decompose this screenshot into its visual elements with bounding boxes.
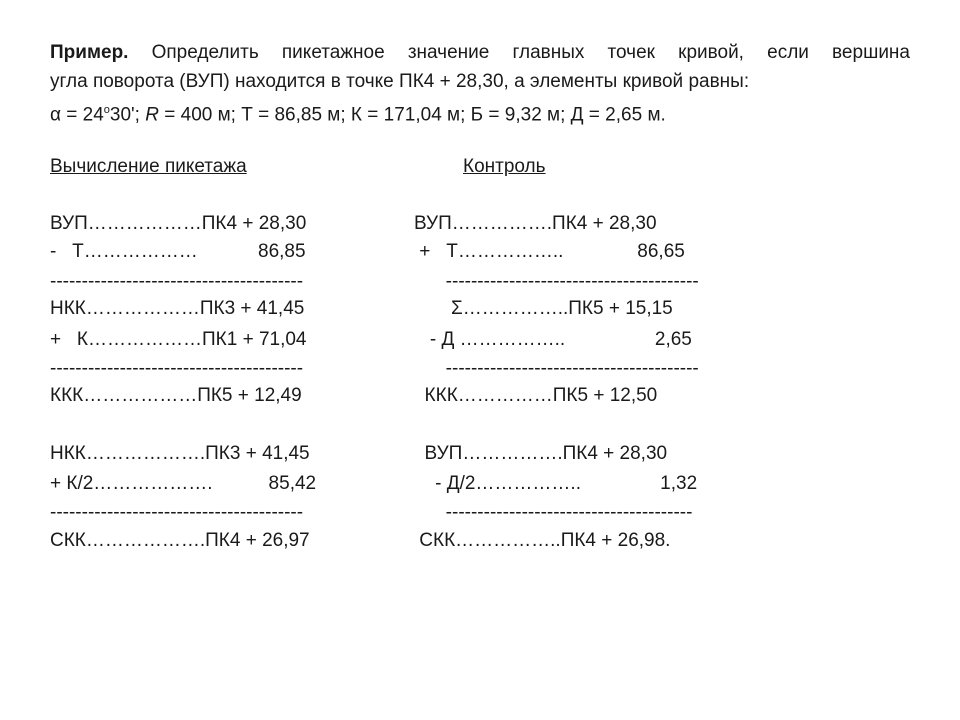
calc-row-t-value: 86,85	[258, 241, 306, 262]
calc-row-k-half-value: 85,42	[258, 473, 317, 494]
calc-row-nkk-2: НКК……………….ПК3 + 41,45	[50, 443, 310, 464]
problem-text-1: Определить пикетажное значение главных точек кривой, если вершина	[128, 42, 910, 63]
alpha-value: α = 24	[50, 104, 104, 126]
control-row-vup: ВУП…………….ПК4 + 28,30	[414, 213, 657, 234]
problem-statement	[50, 38, 910, 129]
example-label: Пример.	[50, 42, 129, 63]
calc-row-nkk: НКК………………ПК3 + 41,45	[50, 298, 305, 319]
calc-row-t-label: - Т………………	[50, 241, 198, 262]
control-divider-1: ----------------------------------------	[414, 271, 699, 292]
calc-row-k: + К………………ПК1 + 71,04	[50, 329, 307, 350]
calc-row-kkk: ККК………………ПК5 + 12,49	[50, 385, 302, 406]
calc-divider-3: ----------------------------------------	[50, 502, 304, 523]
problem-line-3	[50, 96, 910, 129]
problem-line-2: угла поворота (ВУП) находится в точке ПК4 + 28,30, а элементы кривой равны:	[50, 71, 750, 92]
curve-elements: = 400 м; Т = 86,85 м; К = 171,04 м; Б = 9,32 м; Д = 2,65 м.	[158, 104, 666, 126]
control-row-sum: Σ……………..ПК5 + 15,15	[414, 298, 673, 319]
calc-divider-2: ----------------------------------------	[50, 358, 304, 379]
heading-control: Контроль	[463, 156, 546, 177]
calc-row-vup: ВУП………………ПК4 + 28,30	[50, 213, 307, 234]
control-row-t: + Т…………….. 86,65	[414, 241, 685, 262]
control-row-skk: СКК……………..ПК4 + 26,98.	[414, 530, 671, 551]
problem-line-1	[50, 38, 910, 67]
control-row-kkk: ККК……………ПК5 + 12,50	[414, 385, 658, 406]
alpha-minutes: 30';	[109, 104, 146, 126]
control-divider-2: ----------------------------------------	[414, 358, 699, 379]
radius-symbol: R	[145, 104, 159, 126]
control-row-d: - Д …………….. 2,65	[414, 329, 692, 350]
calc-row-skk: СКК……………….ПК4 + 26,97	[50, 530, 310, 551]
control-divider-3: ---------------------------------------	[414, 502, 693, 523]
calc-row-k-half-label: + К/2……………….	[50, 473, 213, 494]
calc-divider-1: ----------------------------------------	[50, 271, 304, 292]
control-row-d-half: - Д/2…………….. 1,32	[414, 473, 698, 494]
control-row-vup-2: ВУП…………….ПК4 + 28,30	[414, 443, 668, 464]
degree-sign: о	[103, 104, 110, 116]
heading-calculation: Вычисление пикетажа	[50, 156, 247, 177]
